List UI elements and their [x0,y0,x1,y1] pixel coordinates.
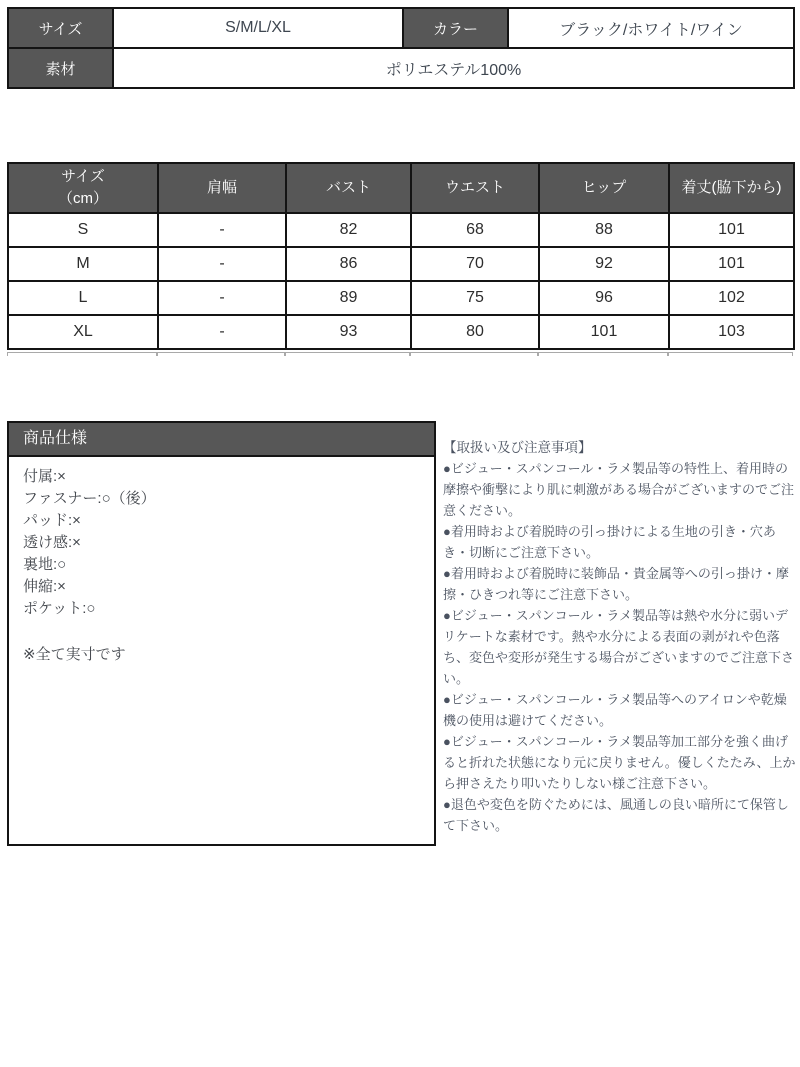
column-header-hip: ヒップ [539,163,669,213]
handling-note-item: ●ビジュー・スパンコール・ラメ製品等加工部分を強く曲げると折れた状態になり元に戻りません。優しくたたみ、上から押さえたり叩いたりしない様ご注意下さい。 [443,734,796,791]
spec-color-value: ブラック/ホワイト/ワイン [508,8,794,48]
cell-waist: 68 [411,213,539,247]
handling-notes [443,437,797,836]
cropped-cell [668,352,793,356]
spec-size-label: サイズ [8,8,113,48]
column-header-size [8,163,158,213]
column-header-shoulder: 肩幅 [158,163,286,213]
table-row [8,213,794,247]
table-row [8,315,794,349]
column-header-bust: バスト [286,163,411,213]
product-spec-body [9,457,434,675]
handling-note-item: ●退色や変色を防ぐためには、風通しの良い暗所にて保管して下さい。 [443,797,789,833]
cell-length: 103 [669,315,794,349]
size-chart-table [7,162,795,350]
table-row [8,281,794,315]
cropped-cell [538,352,668,356]
cell-shoulder: - [158,315,286,349]
cell-bust: 86 [286,247,411,281]
spec-item-sheerness: 透け感:× [23,534,81,551]
column-header-waist: ウエスト [411,163,539,213]
spec-summary-table [7,7,795,89]
product-spec-box [7,421,436,846]
spec-item-accessories: 付属:× [23,468,66,485]
cell-bust: 89 [286,281,411,315]
cropped-cell [157,352,285,356]
spec-material-label: 素材 [8,48,113,88]
cell-length: 101 [669,213,794,247]
cell-size: L [8,281,158,315]
cropped-cell [410,352,538,356]
cropped-table-row-hint [7,352,793,356]
cell-waist: 70 [411,247,539,281]
spec-size-value: S/M/L/XL [113,8,403,48]
cell-hip: 101 [539,315,669,349]
cell-hip: 96 [539,281,669,315]
spec-material-value: ポリエステル100% [113,48,794,88]
cell-waist: 75 [411,281,539,315]
table-row [8,247,794,281]
cell-size: S [8,213,158,247]
cell-shoulder: - [158,247,286,281]
cell-hip: 88 [539,213,669,247]
spec-item-pad: パッド:× [23,512,81,529]
handling-note-item: ●着用時および着脱時に装飾品・貴金属等への引っ掛け・摩擦・ひきつれ等にご注意下さい。 [443,566,789,602]
cell-hip: 92 [539,247,669,281]
cell-size: M [8,247,158,281]
cell-bust: 82 [286,213,411,247]
spec-measurement-note: ※全て実寸です [23,646,126,663]
cell-bust: 93 [286,315,411,349]
cell-size: XL [8,315,158,349]
cell-shoulder: - [158,281,286,315]
spec-item-pocket: ポケット:○ [23,600,96,617]
cropped-cell [7,352,157,356]
handling-note-item: ●ビジュー・スパンコール・ラメ製品等は熱や水分に弱いデリケートな素材です。熱や水分による表面の剥がれや色落ち、変色や変形が発生する場合がございますのでご注意下さい。 [443,608,795,686]
cell-length: 101 [669,247,794,281]
cropped-cell [285,352,410,356]
spec-item-lining: 裏地:○ [23,556,67,573]
spec-item-fastener: ファスナー:○（後） [23,490,156,507]
handling-notes-title: 【取扱い及び注意事項】 [443,440,592,455]
handling-note-item: ●ビジュー・スパンコール・ラメ製品等へのアイロンや乾燥機の使用は避けてください。 [443,692,787,728]
product-spec-title: 商品仕様 [9,423,434,457]
handling-note-item: ●着用時および着脱時の引っ掛けによる生地の引き・穴あき・切断にご注意下さい。 [443,524,776,560]
spec-color-label: カラー [403,8,508,48]
size-header-line1: サイズ [61,168,105,186]
cell-waist: 80 [411,315,539,349]
column-header-length: 着丈(脇下から) [669,163,794,213]
handling-note-item: ●ビジュー・スパンコール・ラメ製品等の特性上、着用時の摩擦や衝撃により肌に刺激がある場合がございますのでご注意ください。 [443,461,795,518]
spec-item-stretch: 伸縮:× [23,578,66,595]
cell-length: 102 [669,281,794,315]
size-header-line2: （cm） [58,190,108,207]
cell-shoulder: - [158,213,286,247]
size-chart-header-row [8,163,794,213]
